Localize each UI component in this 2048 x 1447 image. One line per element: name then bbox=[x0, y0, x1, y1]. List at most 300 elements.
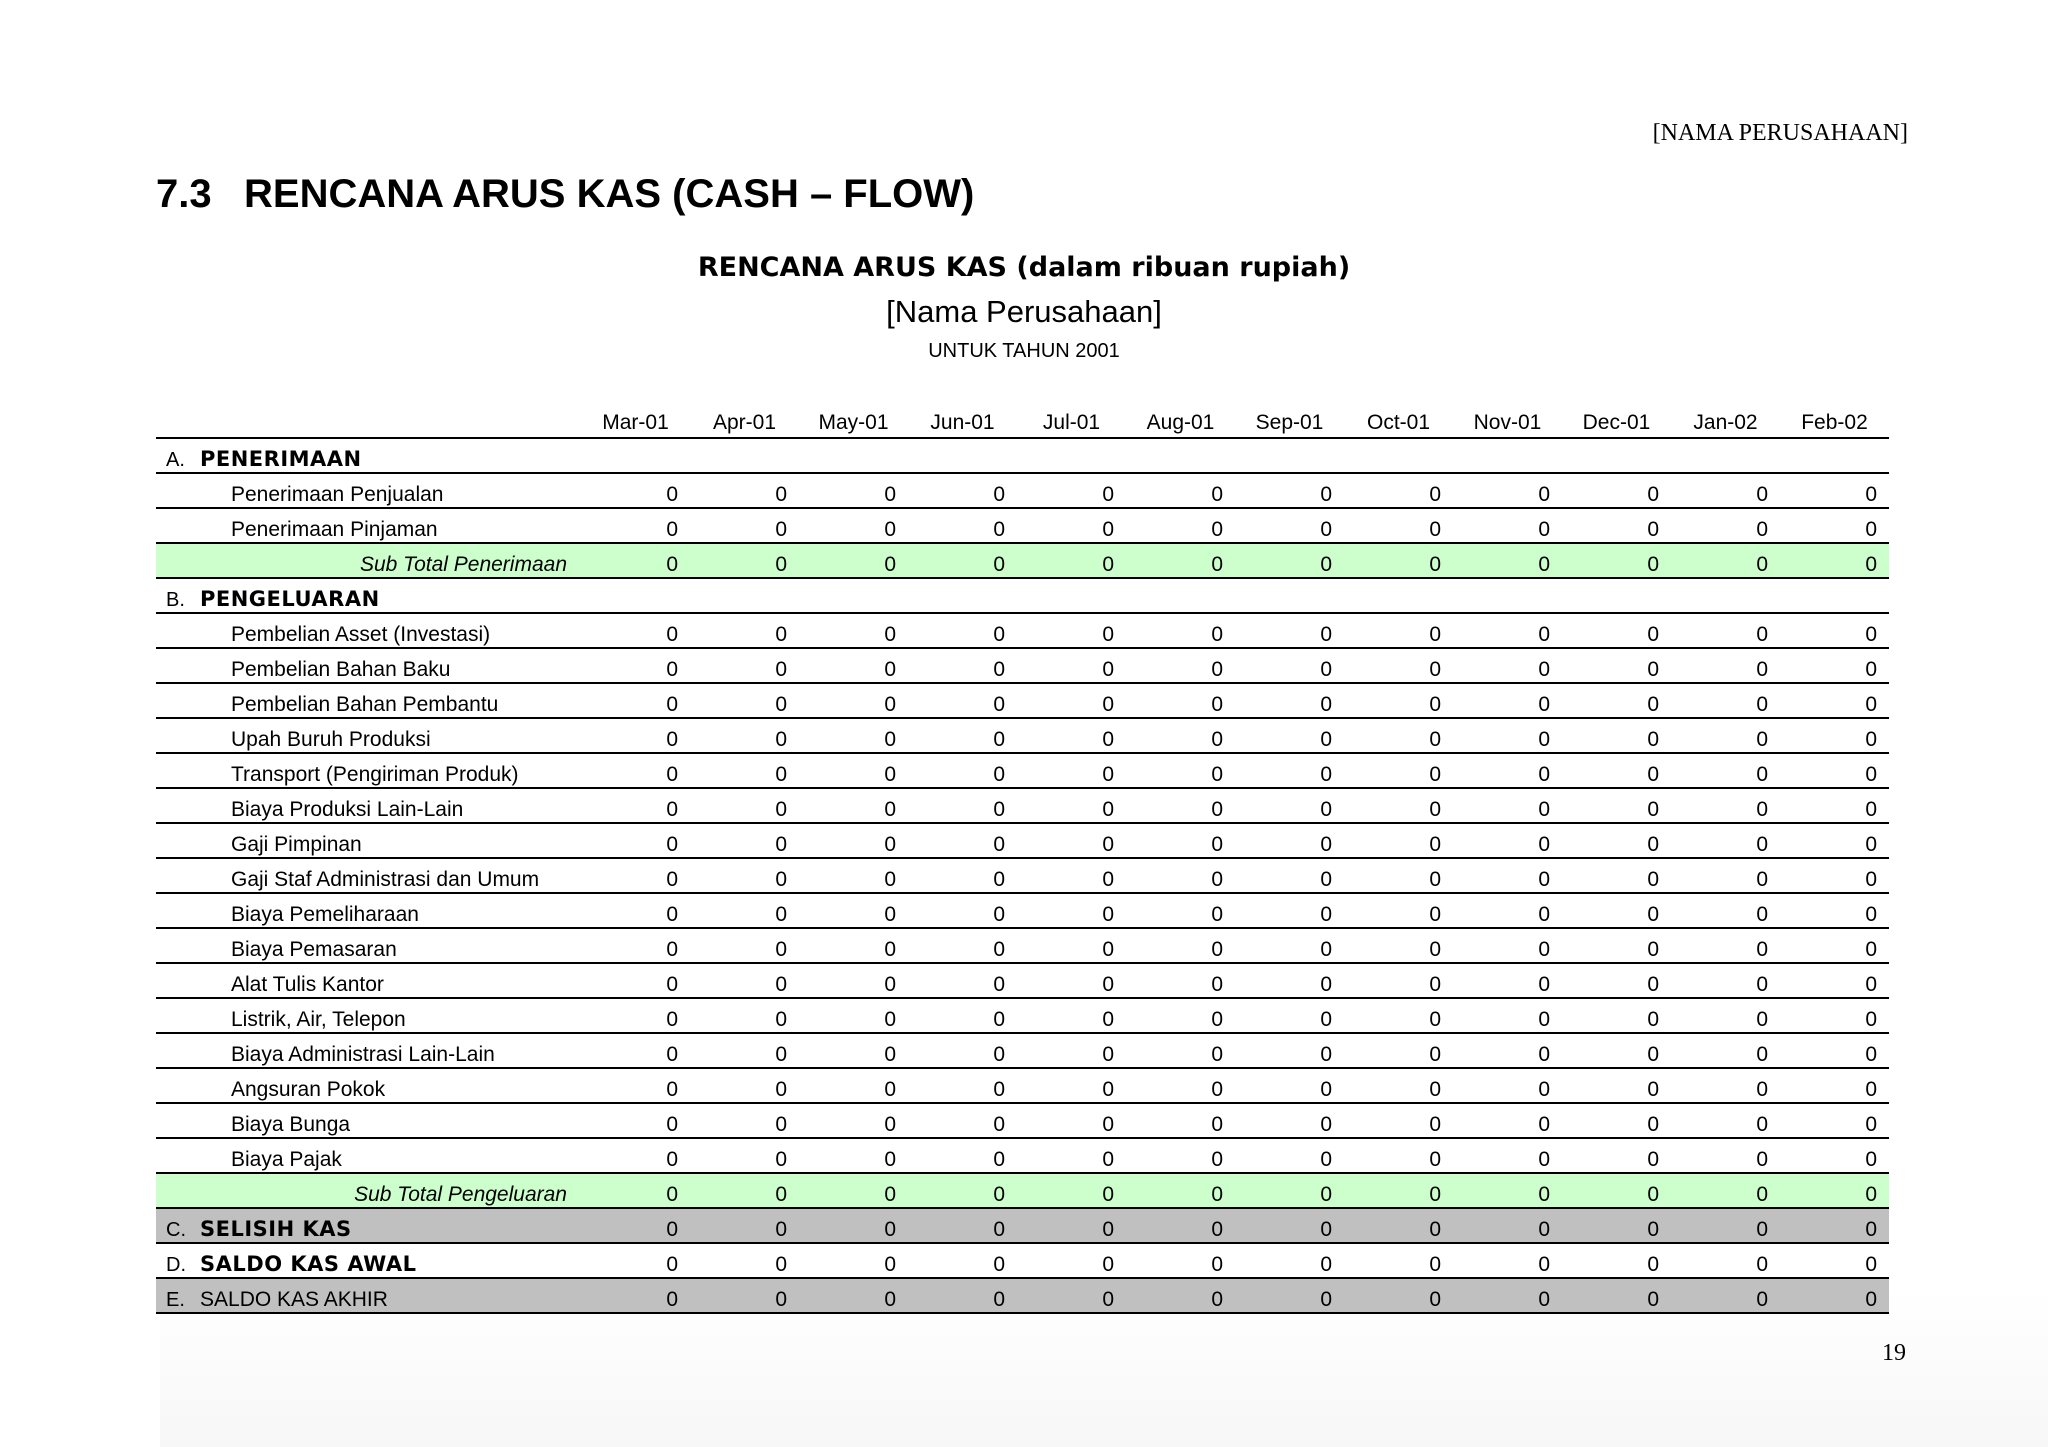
row-label: Gaji Staf Administrasi dan Umum bbox=[156, 858, 581, 893]
value-cell: 0 bbox=[581, 1033, 690, 1068]
value-cell: 0 bbox=[1017, 1243, 1126, 1278]
month-header: Mar-01 bbox=[581, 402, 690, 438]
value-cell: 0 bbox=[1562, 648, 1671, 683]
value-cell: 0 bbox=[690, 998, 799, 1033]
value-cell: 0 bbox=[1780, 823, 1889, 858]
empty-cell bbox=[1562, 438, 1671, 473]
value-cell: 0 bbox=[1017, 1068, 1126, 1103]
empty-cell bbox=[1235, 438, 1344, 473]
report-company: [Nama Perusahaan] bbox=[886, 294, 1162, 329]
value-cell: 0 bbox=[1780, 648, 1889, 683]
company-header: [NAMA PERUSAHAAN] bbox=[1652, 120, 1908, 146]
value-cell: 0 bbox=[1671, 858, 1780, 893]
summary-row bbox=[156, 1278, 1889, 1313]
value-cell: 0 bbox=[1562, 928, 1671, 963]
value-cell: 0 bbox=[1453, 823, 1562, 858]
value-cell: 0 bbox=[799, 1033, 908, 1068]
value-cell: 0 bbox=[1671, 1278, 1780, 1313]
value-cell: 0 bbox=[1017, 1208, 1126, 1243]
value-cell: 0 bbox=[1235, 1208, 1344, 1243]
value-cell: 0 bbox=[1126, 858, 1235, 893]
section-label-cell bbox=[156, 1208, 581, 1243]
value-cell: 0 bbox=[690, 1033, 799, 1068]
table-row bbox=[156, 718, 1889, 753]
value-cell: 0 bbox=[1235, 1243, 1344, 1278]
value-cell: 0 bbox=[1562, 858, 1671, 893]
section-header-row bbox=[156, 578, 1889, 613]
value-cell: 0 bbox=[1453, 683, 1562, 718]
value-cell: 0 bbox=[1344, 1278, 1453, 1313]
value-cell: 0 bbox=[690, 1138, 799, 1173]
value-cell: 0 bbox=[1235, 928, 1344, 963]
value-cell: 0 bbox=[908, 613, 1017, 648]
value-cell: 0 bbox=[690, 473, 799, 508]
value-cell: 0 bbox=[1126, 718, 1235, 753]
table-row bbox=[156, 648, 1889, 683]
value-cell: 0 bbox=[1017, 1103, 1126, 1138]
value-cell: 0 bbox=[581, 963, 690, 998]
value-cell: 0 bbox=[1671, 963, 1780, 998]
value-cell: 0 bbox=[1780, 1103, 1889, 1138]
value-cell: 0 bbox=[581, 1103, 690, 1138]
value-cell: 0 bbox=[581, 858, 690, 893]
value-cell: 0 bbox=[1344, 788, 1453, 823]
value-cell: 0 bbox=[1780, 998, 1889, 1033]
month-header: Jan-02 bbox=[1671, 402, 1780, 438]
value-cell: 0 bbox=[908, 753, 1017, 788]
value-cell: 0 bbox=[1126, 648, 1235, 683]
value-cell: 0 bbox=[581, 1138, 690, 1173]
value-cell: 0 bbox=[908, 508, 1017, 543]
value-cell: 0 bbox=[690, 1103, 799, 1138]
table-row bbox=[156, 1033, 1889, 1068]
value-cell: 0 bbox=[1344, 1033, 1453, 1068]
value-cell: 0 bbox=[1780, 543, 1889, 578]
value-cell: 0 bbox=[581, 1173, 690, 1208]
value-cell: 0 bbox=[690, 858, 799, 893]
section-name: SALDO KAS AWAL bbox=[200, 1252, 417, 1276]
value-cell: 0 bbox=[1453, 473, 1562, 508]
value-cell: 0 bbox=[1780, 508, 1889, 543]
empty-cell bbox=[1235, 578, 1344, 613]
value-cell: 0 bbox=[1235, 683, 1344, 718]
subtotal-row bbox=[156, 1173, 1889, 1208]
value-cell: 0 bbox=[908, 543, 1017, 578]
value-cell: 0 bbox=[1671, 1033, 1780, 1068]
row-label: Listrik, Air, Telepon bbox=[156, 998, 581, 1033]
value-cell: 0 bbox=[1671, 998, 1780, 1033]
empty-cell bbox=[1126, 578, 1235, 613]
value-cell: 0 bbox=[799, 508, 908, 543]
value-cell: 0 bbox=[1671, 788, 1780, 823]
value-cell: 0 bbox=[908, 998, 1017, 1033]
value-cell: 0 bbox=[1017, 1138, 1126, 1173]
table-header-row bbox=[156, 402, 1889, 438]
value-cell: 0 bbox=[690, 543, 799, 578]
value-cell: 0 bbox=[581, 753, 690, 788]
month-header: Feb-02 bbox=[1780, 402, 1889, 438]
value-cell: 0 bbox=[1017, 893, 1126, 928]
row-label: Biaya Pemeliharaan bbox=[156, 893, 581, 928]
value-cell: 0 bbox=[1453, 858, 1562, 893]
value-cell: 0 bbox=[1562, 473, 1671, 508]
value-cell: 0 bbox=[1671, 543, 1780, 578]
value-cell: 0 bbox=[1344, 1138, 1453, 1173]
month-header: Aug-01 bbox=[1126, 402, 1235, 438]
value-cell: 0 bbox=[1562, 1173, 1671, 1208]
value-cell: 0 bbox=[1671, 1138, 1780, 1173]
empty-cell bbox=[1671, 438, 1780, 473]
value-cell: 0 bbox=[908, 1068, 1017, 1103]
value-cell: 0 bbox=[1780, 718, 1889, 753]
value-cell: 0 bbox=[908, 788, 1017, 823]
empty-cell bbox=[1453, 438, 1562, 473]
value-cell: 0 bbox=[1780, 1173, 1889, 1208]
value-cell: 0 bbox=[1453, 1243, 1562, 1278]
value-cell: 0 bbox=[1126, 508, 1235, 543]
value-cell: 0 bbox=[1235, 1033, 1344, 1068]
row-label: Pembelian Bahan Pembantu bbox=[156, 683, 581, 718]
subtotal-row bbox=[156, 543, 1889, 578]
value-cell: 0 bbox=[1671, 753, 1780, 788]
value-cell: 0 bbox=[908, 823, 1017, 858]
value-cell: 0 bbox=[1017, 823, 1126, 858]
value-cell: 0 bbox=[799, 543, 908, 578]
section-title bbox=[156, 172, 974, 217]
value-cell: 0 bbox=[690, 823, 799, 858]
value-cell: 0 bbox=[1780, 1208, 1889, 1243]
value-cell: 0 bbox=[1453, 928, 1562, 963]
value-cell: 0 bbox=[1344, 858, 1453, 893]
value-cell: 0 bbox=[1562, 543, 1671, 578]
value-cell: 0 bbox=[1017, 858, 1126, 893]
section-letter: B. bbox=[166, 589, 185, 611]
empty-cell bbox=[1562, 578, 1671, 613]
table-row bbox=[156, 508, 1889, 543]
value-cell: 0 bbox=[1780, 1138, 1889, 1173]
empty-cell bbox=[1671, 578, 1780, 613]
empty-cell bbox=[1344, 578, 1453, 613]
value-cell: 0 bbox=[581, 648, 690, 683]
value-cell: 0 bbox=[1671, 683, 1780, 718]
value-cell: 0 bbox=[1126, 963, 1235, 998]
value-cell: 0 bbox=[1562, 1033, 1671, 1068]
value-cell: 0 bbox=[1344, 928, 1453, 963]
empty-cell bbox=[1126, 438, 1235, 473]
value-cell: 0 bbox=[690, 1243, 799, 1278]
value-cell: 0 bbox=[690, 718, 799, 753]
value-cell: 0 bbox=[1780, 753, 1889, 788]
value-cell: 0 bbox=[1344, 1243, 1453, 1278]
value-cell: 0 bbox=[1344, 753, 1453, 788]
value-cell: 0 bbox=[908, 1278, 1017, 1313]
row-label: Biaya Produksi Lain-Lain bbox=[156, 788, 581, 823]
value-cell: 0 bbox=[581, 823, 690, 858]
page-number: 19 bbox=[1882, 1340, 1906, 1366]
value-cell: 0 bbox=[581, 1278, 690, 1313]
value-cell: 0 bbox=[1453, 753, 1562, 788]
value-cell: 0 bbox=[1671, 718, 1780, 753]
value-cell: 0 bbox=[1562, 508, 1671, 543]
value-cell: 0 bbox=[1780, 928, 1889, 963]
row-label: Alat Tulis Kantor bbox=[156, 963, 581, 998]
value-cell: 0 bbox=[1562, 823, 1671, 858]
empty-cell bbox=[1453, 578, 1562, 613]
value-cell: 0 bbox=[1235, 1173, 1344, 1208]
value-cell: 0 bbox=[581, 508, 690, 543]
section-label-cell bbox=[156, 578, 581, 613]
value-cell: 0 bbox=[1126, 683, 1235, 718]
value-cell: 0 bbox=[690, 648, 799, 683]
value-cell: 0 bbox=[799, 963, 908, 998]
value-cell: 0 bbox=[1126, 893, 1235, 928]
month-header: May-01 bbox=[799, 402, 908, 438]
value-cell: 0 bbox=[1017, 1173, 1126, 1208]
value-cell: 0 bbox=[908, 963, 1017, 998]
value-cell: 0 bbox=[581, 998, 690, 1033]
empty-cell bbox=[908, 438, 1017, 473]
value-cell: 0 bbox=[1562, 998, 1671, 1033]
value-cell: 0 bbox=[1126, 613, 1235, 648]
row-label: Penerimaan Penjualan bbox=[156, 473, 581, 508]
value-cell: 0 bbox=[1671, 928, 1780, 963]
row-label: Pembelian Bahan Baku bbox=[156, 648, 581, 683]
value-cell: 0 bbox=[1562, 1103, 1671, 1138]
value-cell: 0 bbox=[1562, 963, 1671, 998]
value-cell: 0 bbox=[581, 683, 690, 718]
report-period: UNTUK TAHUN 2001 bbox=[928, 340, 1120, 362]
value-cell: 0 bbox=[690, 893, 799, 928]
row-label: Pembelian Asset (Investasi) bbox=[156, 613, 581, 648]
value-cell: 0 bbox=[799, 753, 908, 788]
value-cell: 0 bbox=[1126, 823, 1235, 858]
month-header: Apr-01 bbox=[690, 402, 799, 438]
section-header-row bbox=[156, 438, 1889, 473]
value-cell: 0 bbox=[1780, 1243, 1889, 1278]
value-cell: 0 bbox=[1344, 1068, 1453, 1103]
value-cell: 0 bbox=[1562, 1243, 1671, 1278]
empty-cell bbox=[581, 578, 690, 613]
subtotal-label: Sub Total Penerimaan bbox=[156, 543, 581, 578]
value-cell: 0 bbox=[1780, 683, 1889, 718]
value-cell: 0 bbox=[1126, 998, 1235, 1033]
value-cell: 0 bbox=[1126, 473, 1235, 508]
value-cell: 0 bbox=[690, 928, 799, 963]
section-name: SALDO KAS AKHIR bbox=[200, 1288, 388, 1311]
value-cell: 0 bbox=[1017, 613, 1126, 648]
row-label: Upah Buruh Produksi bbox=[156, 718, 581, 753]
value-cell: 0 bbox=[1671, 893, 1780, 928]
value-cell: 0 bbox=[690, 508, 799, 543]
value-cell: 0 bbox=[1780, 963, 1889, 998]
value-cell: 0 bbox=[1671, 473, 1780, 508]
value-cell: 0 bbox=[1017, 473, 1126, 508]
value-cell: 0 bbox=[908, 683, 1017, 718]
value-cell: 0 bbox=[690, 683, 799, 718]
value-cell: 0 bbox=[1235, 508, 1344, 543]
value-cell: 0 bbox=[799, 1068, 908, 1103]
month-header: Jul-01 bbox=[1017, 402, 1126, 438]
value-cell: 0 bbox=[1562, 1068, 1671, 1103]
value-cell: 0 bbox=[1562, 1138, 1671, 1173]
summary-row bbox=[156, 1208, 1889, 1243]
value-cell: 0 bbox=[1017, 543, 1126, 578]
month-header: Nov-01 bbox=[1453, 402, 1562, 438]
value-cell: 0 bbox=[1453, 998, 1562, 1033]
value-cell: 0 bbox=[1671, 1103, 1780, 1138]
value-cell: 0 bbox=[581, 718, 690, 753]
value-cell: 0 bbox=[908, 928, 1017, 963]
value-cell: 0 bbox=[1453, 648, 1562, 683]
value-cell: 0 bbox=[1780, 1278, 1889, 1313]
value-cell: 0 bbox=[1671, 508, 1780, 543]
value-cell: 0 bbox=[690, 1173, 799, 1208]
value-cell: 0 bbox=[1453, 613, 1562, 648]
table-row bbox=[156, 858, 1889, 893]
value-cell: 0 bbox=[799, 858, 908, 893]
value-cell: 0 bbox=[1344, 823, 1453, 858]
value-cell: 0 bbox=[1671, 613, 1780, 648]
value-cell: 0 bbox=[1235, 1278, 1344, 1313]
value-cell: 0 bbox=[1453, 893, 1562, 928]
value-cell: 0 bbox=[1235, 1103, 1344, 1138]
value-cell: 0 bbox=[1126, 1173, 1235, 1208]
empty-cell bbox=[1344, 438, 1453, 473]
value-cell: 0 bbox=[1780, 893, 1889, 928]
empty-cell bbox=[581, 438, 690, 473]
value-cell: 0 bbox=[1344, 998, 1453, 1033]
value-cell: 0 bbox=[581, 613, 690, 648]
value-cell: 0 bbox=[1453, 1103, 1562, 1138]
value-cell: 0 bbox=[1780, 613, 1889, 648]
value-cell: 0 bbox=[1235, 963, 1344, 998]
value-cell: 0 bbox=[1344, 683, 1453, 718]
cash-flow-table bbox=[156, 402, 1889, 1314]
table-row bbox=[156, 893, 1889, 928]
value-cell: 0 bbox=[1126, 753, 1235, 788]
table-row bbox=[156, 823, 1889, 858]
value-cell: 0 bbox=[1126, 1278, 1235, 1313]
empty-cell bbox=[908, 578, 1017, 613]
value-cell: 0 bbox=[1562, 613, 1671, 648]
section-name: SELISIH KAS bbox=[200, 1217, 352, 1241]
value-cell: 0 bbox=[1344, 718, 1453, 753]
value-cell: 0 bbox=[1344, 613, 1453, 648]
value-cell: 0 bbox=[1126, 928, 1235, 963]
value-cell: 0 bbox=[1344, 893, 1453, 928]
value-cell: 0 bbox=[908, 1033, 1017, 1068]
row-label: Angsuran Pokok bbox=[156, 1068, 581, 1103]
value-cell: 0 bbox=[1562, 753, 1671, 788]
empty-cell bbox=[1017, 438, 1126, 473]
value-cell: 0 bbox=[690, 1278, 799, 1313]
value-cell: 0 bbox=[1235, 858, 1344, 893]
header-label-cell bbox=[156, 402, 581, 438]
value-cell: 0 bbox=[1235, 543, 1344, 578]
value-cell: 0 bbox=[1671, 1068, 1780, 1103]
value-cell: 0 bbox=[581, 473, 690, 508]
table-row bbox=[156, 753, 1889, 788]
section-name: PENGELUARAN bbox=[200, 587, 380, 611]
section-number: 7.3 bbox=[156, 172, 212, 216]
value-cell: 0 bbox=[1344, 473, 1453, 508]
value-cell: 0 bbox=[1126, 1243, 1235, 1278]
value-cell: 0 bbox=[1017, 753, 1126, 788]
value-cell: 0 bbox=[908, 473, 1017, 508]
table-row bbox=[156, 998, 1889, 1033]
value-cell: 0 bbox=[908, 1243, 1017, 1278]
table-row bbox=[156, 1068, 1889, 1103]
month-header: Sep-01 bbox=[1235, 402, 1344, 438]
value-cell: 0 bbox=[1344, 1208, 1453, 1243]
month-header: Oct-01 bbox=[1344, 402, 1453, 438]
value-cell: 0 bbox=[1562, 1278, 1671, 1313]
value-cell: 0 bbox=[1017, 928, 1126, 963]
row-label: Biaya Bunga bbox=[156, 1103, 581, 1138]
value-cell: 0 bbox=[1235, 473, 1344, 508]
value-cell: 0 bbox=[1562, 893, 1671, 928]
empty-cell bbox=[690, 438, 799, 473]
value-cell: 0 bbox=[690, 753, 799, 788]
value-cell: 0 bbox=[799, 648, 908, 683]
value-cell: 0 bbox=[581, 893, 690, 928]
value-cell: 0 bbox=[908, 858, 1017, 893]
value-cell: 0 bbox=[690, 613, 799, 648]
value-cell: 0 bbox=[581, 1208, 690, 1243]
row-label: Transport (Pengiriman Produk) bbox=[156, 753, 581, 788]
value-cell: 0 bbox=[1780, 858, 1889, 893]
table-row bbox=[156, 788, 1889, 823]
value-cell: 0 bbox=[1780, 788, 1889, 823]
value-cell: 0 bbox=[690, 1068, 799, 1103]
value-cell: 0 bbox=[1235, 613, 1344, 648]
value-cell: 0 bbox=[1017, 1033, 1126, 1068]
value-cell: 0 bbox=[908, 1208, 1017, 1243]
month-header: Jun-01 bbox=[908, 402, 1017, 438]
value-cell: 0 bbox=[581, 1243, 690, 1278]
section-letter: C. bbox=[166, 1219, 186, 1241]
value-cell: 0 bbox=[1671, 1208, 1780, 1243]
value-cell: 0 bbox=[908, 1103, 1017, 1138]
value-cell: 0 bbox=[1126, 788, 1235, 823]
value-cell: 0 bbox=[1671, 1243, 1780, 1278]
empty-cell bbox=[1017, 578, 1126, 613]
value-cell: 0 bbox=[1453, 1208, 1562, 1243]
value-cell: 0 bbox=[1017, 1278, 1126, 1313]
value-cell: 0 bbox=[690, 788, 799, 823]
section-letter: A. bbox=[166, 449, 185, 471]
value-cell: 0 bbox=[1017, 963, 1126, 998]
value-cell: 0 bbox=[690, 963, 799, 998]
value-cell: 0 bbox=[799, 1138, 908, 1173]
value-cell: 0 bbox=[581, 928, 690, 963]
section-label-cell bbox=[156, 1243, 581, 1278]
value-cell: 0 bbox=[908, 1173, 1017, 1208]
value-cell: 0 bbox=[1453, 1033, 1562, 1068]
value-cell: 0 bbox=[1017, 788, 1126, 823]
value-cell: 0 bbox=[1126, 543, 1235, 578]
value-cell: 0 bbox=[1235, 648, 1344, 683]
value-cell: 0 bbox=[1235, 823, 1344, 858]
value-cell: 0 bbox=[1235, 998, 1344, 1033]
value-cell: 0 bbox=[1126, 1068, 1235, 1103]
row-label: Biaya Pajak bbox=[156, 1138, 581, 1173]
value-cell: 0 bbox=[1344, 963, 1453, 998]
value-cell: 0 bbox=[1562, 788, 1671, 823]
value-cell: 0 bbox=[908, 648, 1017, 683]
empty-cell bbox=[1780, 578, 1889, 613]
empty-cell bbox=[1780, 438, 1889, 473]
